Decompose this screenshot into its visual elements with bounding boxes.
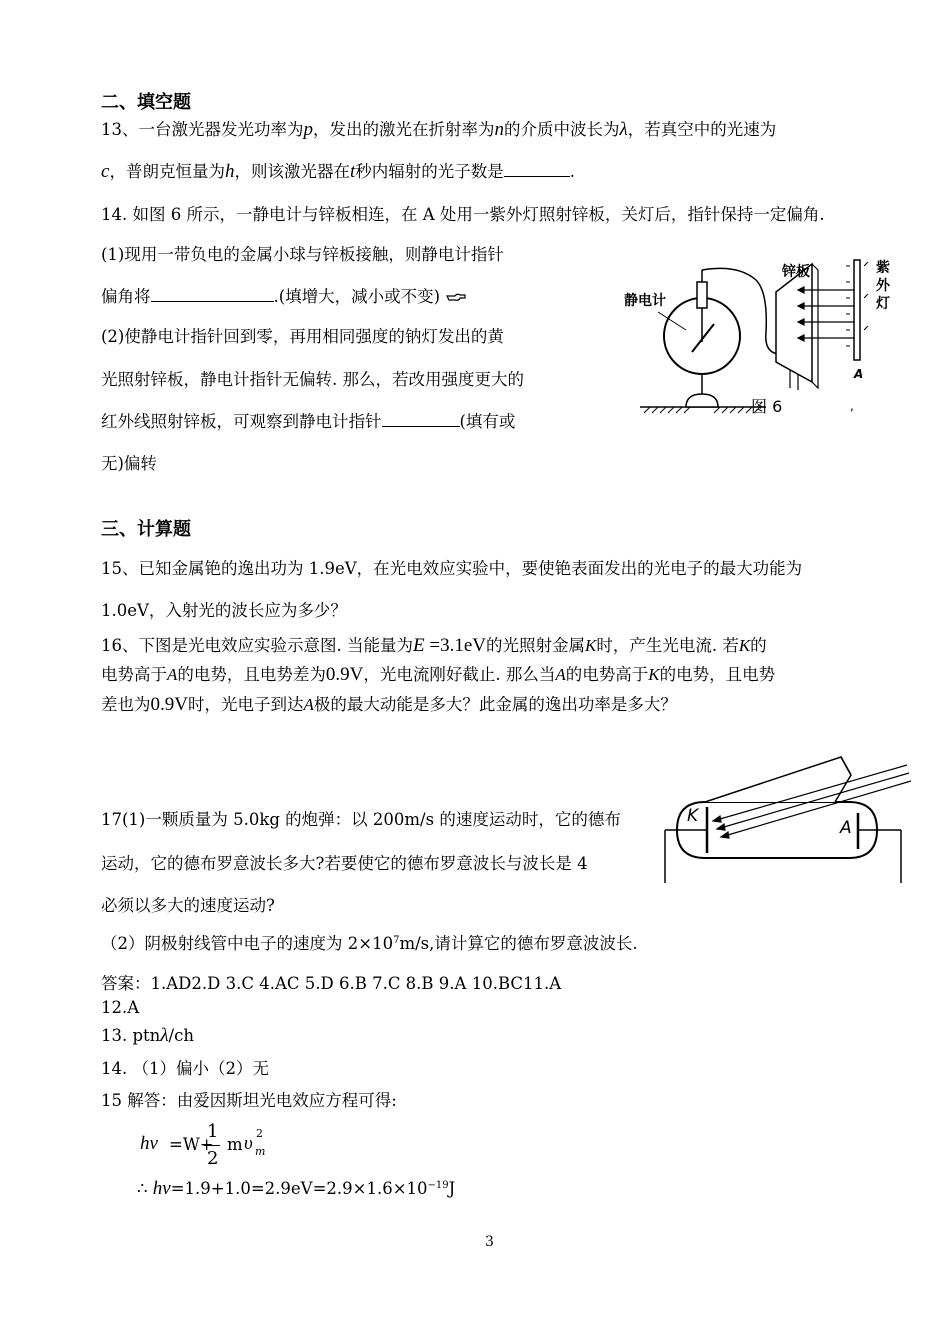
section-3-title: 三、计算题 bbox=[101, 519, 191, 540]
question-14-part-2-line-1: (2)使静电计指针回到零，再用相同强度的钠灯发出的黄 bbox=[101, 327, 504, 346]
page-number: 3 bbox=[485, 1234, 494, 1250]
question-17-line-4: （2）阴极射线管中电子的速度为 $2\times 10^7m/s$,请计算它的德布罗意波波长. bbox=[101, 934, 638, 953]
uv-lamp-tube bbox=[854, 260, 860, 360]
zinc-plate-label: 锌板 bbox=[782, 264, 810, 280]
section-2-title: 二、填空题 bbox=[101, 92, 191, 113]
question-14-part-1-line-1: (1)现用一带负电的金属小球与锌板接触，则静电计指针 bbox=[101, 245, 504, 264]
figure-6-electroscope-diagram bbox=[618, 252, 918, 422]
light-window bbox=[705, 757, 851, 802]
question-13-line-1: 13、一台激光器发光功率为p，发出的激光在折射率为n的介质中波长为λ，若真空中的光速为 bbox=[101, 119, 777, 140]
point-a-label: A bbox=[854, 367, 864, 381]
question-16-line-2: 电势高于A的电势，且电势差为0.9V，光电流刚好截止. 那么当A的电势高于K的电势，且电势 bbox=[101, 664, 776, 685]
photoelectric-tube-diagram bbox=[655, 755, 915, 885]
zinc-plate bbox=[776, 264, 812, 382]
answers-line-4: 14. （1）偏小（2）无 bbox=[101, 1059, 269, 1078]
figure-6-caption: 图 6 bbox=[751, 397, 783, 416]
cathode-label: K bbox=[687, 806, 699, 826]
question-17-line-2: 运动，它的德布罗意波长多大?若要使它的德布罗意波长与波长是 4 bbox=[101, 854, 588, 873]
fraction-bar bbox=[204, 1145, 220, 1146]
question-13-line-2: c，普朗克恒量为h，则该激光器在t秒内辐射的光子数是 . bbox=[101, 161, 575, 182]
insulator bbox=[697, 282, 707, 308]
pointing-hand-icon bbox=[445, 291, 467, 303]
answers-line-3: 13. ptnλ/ch bbox=[101, 1025, 194, 1046]
answer-blank-13[interactable] bbox=[504, 176, 570, 177]
svg-text:,: , bbox=[850, 399, 854, 413]
question-14-intro: 14. 如图 6 所示，一静电计与锌板相连，在 A 处用一紫外灯照射锌板，关灯后，指针保持一定偏角. bbox=[101, 205, 825, 224]
question-17-line-1: 17(1)一颗质量为 5.0kg 的炮弹：以 200m/s 的速度运动时，它的德布 bbox=[101, 810, 621, 829]
equation-photon-energy: ∴ $h\nu=1.9+1.0=2.9eV=2.9\times 1.6\times 10^{-19}J$ bbox=[137, 1178, 456, 1199]
question-14-part-1-line-2: 偏角将 .(填增大，减小或不变) bbox=[101, 283, 467, 307]
answer-blank-14-1[interactable] bbox=[151, 301, 274, 302]
electroscope-label: 静电计 bbox=[624, 293, 666, 309]
question-14-part-2-line-3: 红外线照射锌板，可观察到静电计指针 (填有或 bbox=[101, 412, 516, 431]
answers-line-1: 答案：1.AD2.D 3.C 4.AC 5.D 6.B 7.C 8.B 9.A 10.BC11.A bbox=[101, 974, 562, 993]
question-14-part-2-line-4: 无)偏转 bbox=[101, 454, 157, 473]
question-14-part-2-line-2: 光照射锌板，静电计指针无偏转. 那么，若改用强度更大的 bbox=[101, 370, 524, 389]
anode-label: A bbox=[840, 818, 852, 838]
ground-hatching bbox=[644, 407, 760, 413]
electroscope-base bbox=[686, 394, 718, 407]
question-16-line-1: 16、下图是光电效应实验示意图. 当能量为E =3.1eV的光照射金属K时，产生光电流. 若K的 bbox=[101, 635, 767, 656]
question-15-line-1: 15、已知金属铯的逸出功为 1.9eV，在光电效应实验中，要使铯表面发出的光电子的最大功能为 bbox=[101, 559, 803, 578]
answers-line-2: 12.A bbox=[101, 998, 140, 1017]
question-17-line-3: 必须以多大的速度运动? bbox=[101, 896, 275, 915]
answer-blank-14-2[interactable] bbox=[382, 426, 460, 427]
uv-lamp-label-3: 灯 bbox=[876, 296, 890, 312]
answers-line-5: 15 解答：由爱因斯坦光电效应方程可得: bbox=[101, 1091, 397, 1110]
uv-lamp-label-2: 外 bbox=[876, 278, 890, 294]
question-15-line-2: 1.0eV，入射光的波长应为多少？ bbox=[101, 601, 347, 620]
uv-lamp-label-1: 紫 bbox=[876, 260, 890, 276]
question-16-line-3: 差也为0.9V时，光电子到达A极的最大动能是多大？此金属的逸出功率是多大？ bbox=[101, 694, 677, 715]
